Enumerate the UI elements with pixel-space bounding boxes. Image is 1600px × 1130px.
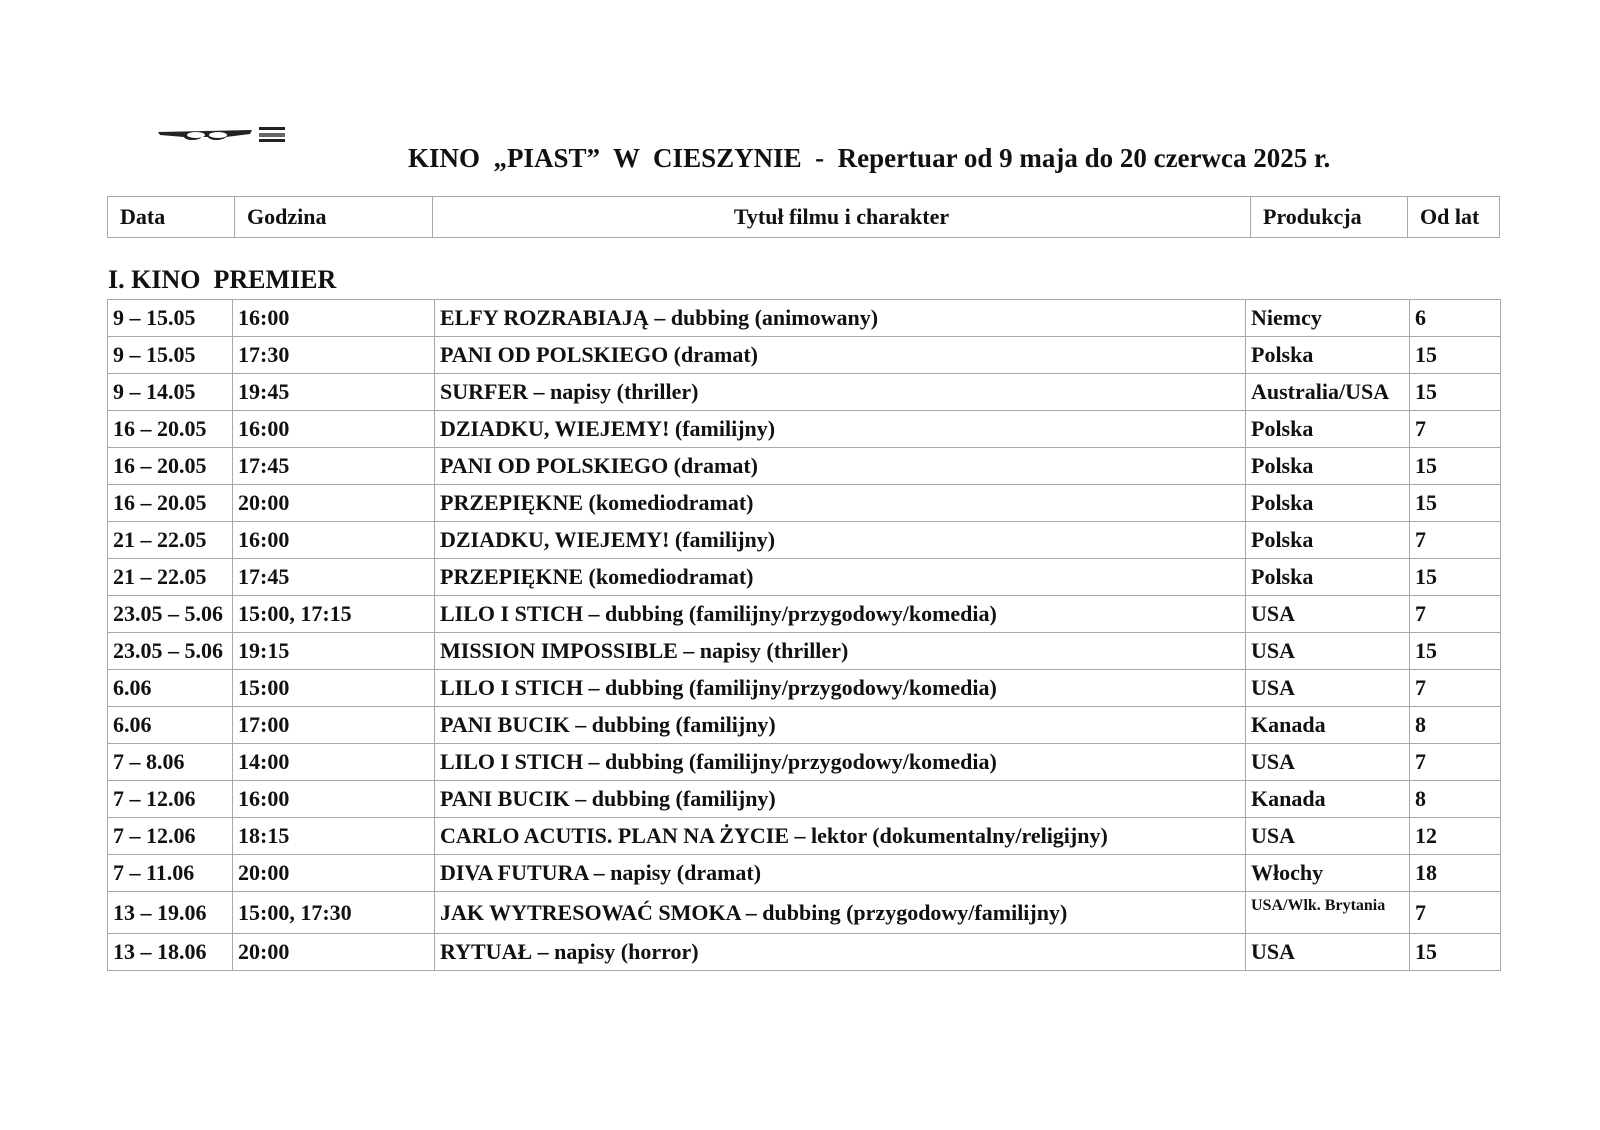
age-rating-cell: 7 <box>1410 670 1501 707</box>
date-cell: 9 – 15.05 <box>108 337 233 374</box>
date-cell: 7 – 11.06 <box>108 855 233 892</box>
age-rating-cell: 15 <box>1410 448 1501 485</box>
date-cell: 23.05 – 5.06 <box>108 596 233 633</box>
production-cell: Polska <box>1246 522 1410 559</box>
header-row <box>108 197 1500 238</box>
production-cell: USA <box>1246 934 1410 971</box>
time-cell: 17:30 <box>233 337 435 374</box>
column-header-produkcja: Produkcja <box>1251 197 1408 238</box>
age-rating-cell: 15 <box>1410 934 1501 971</box>
column-header-od-lat: Od lat <box>1408 197 1500 238</box>
date-cell: 23.05 – 5.06 <box>108 633 233 670</box>
time-cell: 16:00 <box>233 300 435 337</box>
title-cell: JAK WYTRESOWAĆ SMOKA – dubbing (przygodowy/familijny) <box>435 892 1246 934</box>
title-cell: ELFY ROZRABIAJĄ – dubbing (animowany) <box>435 300 1246 337</box>
date-cell: 6.06 <box>108 707 233 744</box>
table-row <box>108 448 1501 485</box>
table-row <box>108 374 1501 411</box>
title-cell: PRZEPIĘKNE (komediodramat) <box>435 485 1246 522</box>
time-cell: 15:00 <box>233 670 435 707</box>
production-cell: Australia/USA <box>1246 374 1410 411</box>
schedule-body <box>108 300 1501 971</box>
date-cell: 21 – 22.05 <box>108 522 233 559</box>
column-header-godzina: Godzina <box>235 197 433 238</box>
table-row <box>108 596 1501 633</box>
time-cell: 16:00 <box>233 781 435 818</box>
table-row <box>108 559 1501 596</box>
date-cell: 6.06 <box>108 670 233 707</box>
production-cell: USA <box>1246 633 1410 670</box>
table-row <box>108 818 1501 855</box>
time-cell: 19:15 <box>233 633 435 670</box>
production-cell: USA/Wlk. Brytania <box>1246 892 1410 934</box>
production-cell: Kanada <box>1246 707 1410 744</box>
table-row <box>108 670 1501 707</box>
table-row <box>108 744 1501 781</box>
table-row <box>108 892 1501 934</box>
title-cell: DIVA FUTURA – napisy (dramat) <box>435 855 1246 892</box>
production-cell: Polska <box>1246 485 1410 522</box>
production-cell: Niemcy <box>1246 300 1410 337</box>
table-row <box>108 300 1501 337</box>
time-cell: 17:45 <box>233 559 435 596</box>
title-cell: LILO I STICH – dubbing (familijny/przygodowy/komedia) <box>435 596 1246 633</box>
table-row <box>108 934 1501 971</box>
production-cell: Polska <box>1246 448 1410 485</box>
age-rating-cell: 15 <box>1410 337 1501 374</box>
table-row <box>108 781 1501 818</box>
date-cell: 9 – 14.05 <box>108 374 233 411</box>
table-row <box>108 337 1501 374</box>
time-cell: 20:00 <box>233 485 435 522</box>
production-cell: Włochy <box>1246 855 1410 892</box>
column-header-tytul: Tytuł filmu i charakter <box>433 197 1251 238</box>
3d-glasses-graphic <box>156 125 296 145</box>
time-cell: 18:15 <box>233 818 435 855</box>
age-rating-cell: 15 <box>1410 374 1501 411</box>
date-cell: 16 – 20.05 <box>108 448 233 485</box>
production-cell: USA <box>1246 670 1410 707</box>
table-row <box>108 411 1501 448</box>
time-cell: 20:00 <box>233 934 435 971</box>
section-heading: I. KINO PREMIER <box>108 265 337 294</box>
age-rating-cell: 15 <box>1410 633 1501 670</box>
title-cell: LILO I STICH – dubbing (familijny/przygodowy/komedia) <box>435 744 1246 781</box>
date-cell: 7 – 12.06 <box>108 781 233 818</box>
date-cell: 16 – 20.05 <box>108 411 233 448</box>
date-cell: 7 – 8.06 <box>108 744 233 781</box>
production-cell: USA <box>1246 744 1410 781</box>
production-cell: Polska <box>1246 559 1410 596</box>
time-cell: 19:45 <box>233 374 435 411</box>
production-cell: Polska <box>1246 337 1410 374</box>
time-cell: 16:00 <box>233 522 435 559</box>
age-rating-cell: 7 <box>1410 596 1501 633</box>
time-cell: 17:45 <box>233 448 435 485</box>
column-header-data: Data <box>108 197 235 238</box>
title-cell: CARLO ACUTIS. PLAN NA ŻYCIE – lektor (dokumentalny/religijny) <box>435 818 1246 855</box>
time-cell: 14:00 <box>233 744 435 781</box>
table-row <box>108 633 1501 670</box>
date-cell: 13 – 19.06 <box>108 892 233 934</box>
title-cell: PANI BUCIK – dubbing (familijny) <box>435 707 1246 744</box>
table-row <box>108 522 1501 559</box>
title-cell: MISSION IMPOSSIBLE – napisy (thriller) <box>435 633 1246 670</box>
table-row <box>108 855 1501 892</box>
date-cell: 9 – 15.05 <box>108 300 233 337</box>
title-cell: PANI OD POLSKIEGO (dramat) <box>435 448 1246 485</box>
age-rating-cell: 8 <box>1410 781 1501 818</box>
production-cell: Kanada <box>1246 781 1410 818</box>
date-cell: 7 – 12.06 <box>108 818 233 855</box>
title-cell: DZIADKU, WIEJEMY! (familijny) <box>435 411 1246 448</box>
title-cell: SURFER – napisy (thriller) <box>435 374 1246 411</box>
schedule-table <box>107 299 1501 971</box>
age-rating-cell: 18 <box>1410 855 1501 892</box>
age-rating-cell: 7 <box>1410 744 1501 781</box>
title-cell: LILO I STICH – dubbing (familijny/przygodowy/komedia) <box>435 670 1246 707</box>
title-cell: PANI BUCIK – dubbing (familijny) <box>435 781 1246 818</box>
age-rating-cell: 6 <box>1410 300 1501 337</box>
header-table <box>107 196 1500 238</box>
title-cell: DZIADKU, WIEJEMY! (familijny) <box>435 522 1246 559</box>
production-cell: USA <box>1246 596 1410 633</box>
date-cell: 16 – 20.05 <box>108 485 233 522</box>
time-cell: 20:00 <box>233 855 435 892</box>
title-cell: PRZEPIĘKNE (komediodramat) <box>435 559 1246 596</box>
title-cell: RYTUAŁ – napisy (horror) <box>435 934 1246 971</box>
date-cell: 13 – 18.06 <box>108 934 233 971</box>
age-rating-cell: 7 <box>1410 522 1501 559</box>
age-rating-cell: 12 <box>1410 818 1501 855</box>
age-rating-cell: 15 <box>1410 559 1501 596</box>
title-cell: PANI OD POLSKIEGO (dramat) <box>435 337 1246 374</box>
time-cell: 17:00 <box>233 707 435 744</box>
age-rating-cell: 8 <box>1410 707 1501 744</box>
3d-glasses-icon <box>156 125 296 145</box>
date-cell: 21 – 22.05 <box>108 559 233 596</box>
table-row <box>108 485 1501 522</box>
document-title: KINO „PIAST” W CIESZYNIE - Repertuar od 9 maja do 20 czerwca 2025 r. <box>408 143 1331 173</box>
time-cell: 15:00, 17:15 <box>233 596 435 633</box>
production-cell: Polska <box>1246 411 1410 448</box>
table-row <box>108 707 1501 744</box>
time-cell: 15:00, 17:30 <box>233 892 435 934</box>
age-rating-cell: 7 <box>1410 411 1501 448</box>
age-rating-cell: 15 <box>1410 485 1501 522</box>
production-cell: USA <box>1246 818 1410 855</box>
time-cell: 16:00 <box>233 411 435 448</box>
age-rating-cell: 7 <box>1410 892 1501 934</box>
